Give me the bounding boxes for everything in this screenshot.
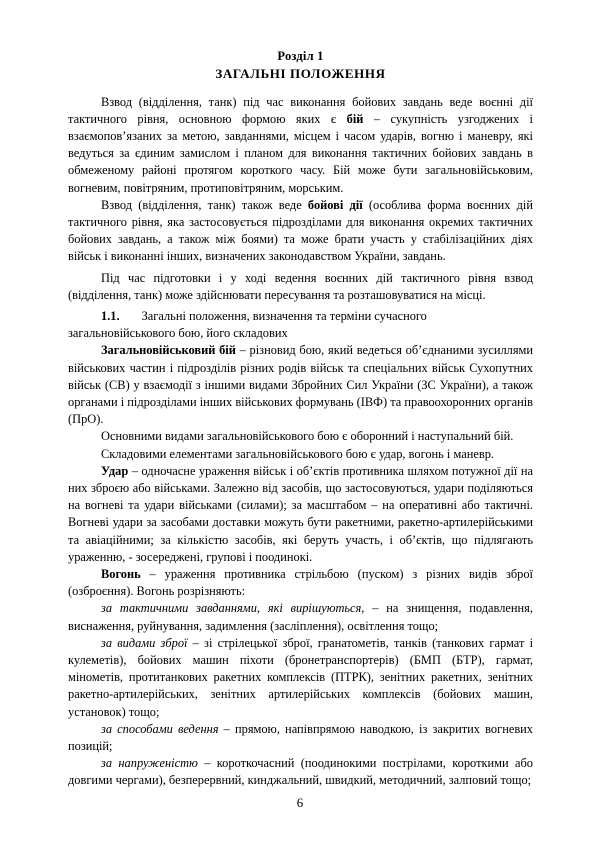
term-vogon: Вогонь xyxy=(101,566,141,581)
item2-text: – зі стрілецької зброї, гранатометів, танків (танкових гармат і кулеметів), бойових машин піхоти (бронетранспортерів) (БМП (БТР), гармат, мінометів, протитанкових ракетних комплексів (ПТРК), зенітних ракетних, зенітних ракетно-артилерійських, зенітних артилерійських комплексів (бойових машин, установок) тощо; xyxy=(68,635,534,719)
chapter-title: ЗАГАЛЬНІ ПОЛОЖЕННЯ xyxy=(215,65,386,81)
section-title-line-1: Загальні положення, визначення та терміни сучасного xyxy=(141,308,427,323)
item1-italic-label: за тактичними завданнями, які вирішуються xyxy=(101,601,362,616)
paragraph-vogon xyxy=(68,566,533,600)
section-title-continuation: загальновійськового бою, його складових xyxy=(68,326,288,341)
p2-text-before-bold: Взвод (відділення, танк) також веде xyxy=(101,197,308,212)
term-udar: Удар xyxy=(101,463,129,478)
section-number: 1.1. xyxy=(101,308,120,323)
paragraph-pidgotovka: Під час підготовки і у ході ведення воєнних дій тактичного рівня взвод (відділення, танк) може здійснювати пересування та розташовуватися на місці. xyxy=(68,270,533,302)
paragraph-osnovni-vydy: Основними видами загальновійськового бою є оборонний і наступальний бій. xyxy=(101,429,514,444)
page-number: 6 xyxy=(296,796,304,810)
list-item-taktychni-zavdannya xyxy=(68,600,533,634)
list-item-vydy-zbroi xyxy=(68,635,533,721)
term-biy: бій xyxy=(346,111,364,126)
item2-italic-label: за видами зброї xyxy=(101,635,188,650)
chapter-label: Розділ 1 xyxy=(277,49,324,63)
item3-italic-label: за способами ведення xyxy=(101,721,219,736)
item4-italic-label: за напруженістю xyxy=(101,756,198,771)
p1-text-after-bold: – сукупність узгоджених і взаємопов’язаних за метою, завданнями, місцем і часом ударів, вогню і маневру, які ведуться за єдиним замислом і планом для виконання тактичних бойових завдань в обмеженому районі протягом короткого часу. Бій може бути загальновійськовим, вогневим, повітряним, протиповітряним, морським. xyxy=(68,111,533,195)
p7-text: – одночасне ураження військ і об’єктів противника шляхом потужної дії на них зброєю або військами. Залежно від засобів, що застосовуються, удари поділяються на вогневі та удари військами (силами); за масштабом – на оперативні або тактичні. Вогневі удари за засобами доставки можуть бути ракетними, ракетно-артилерійськими та авіаційними; за кількістю засобів, які беруть участь, і об’єктів, що підлягають ураженню, - зосереджені, групові і поодинокі. xyxy=(68,463,533,564)
paragraph-boyovi-dii xyxy=(68,197,533,266)
list-item-sposoby-vedennya xyxy=(68,721,533,755)
p4-text: – різновид бою, який ведеться об’єднаними зусиллями військових частин і підрозділів різних родів військ та спеціальних військ Сухопутних військ (СВ) у взаємодії з іншими видами Збройних Сил України (ЗС України), а також органами і підрозділами інших військових формувань (ІВФ) та правоохоронних органів (ПрО). xyxy=(68,343,533,427)
page-content xyxy=(68,48,533,790)
chapter-heading xyxy=(68,48,533,82)
p8-text: – ураження противника стрільбою (пуском) з різних видів зброї (озброєння). Вогонь розрізняють: xyxy=(68,566,533,599)
section-heading-1-1 xyxy=(68,308,533,325)
paragraph-skladovi-elementy: Складовими елементами загальновійськового бою є удар, вогонь і маневр. xyxy=(101,446,494,461)
p1-text-before-bold: Взвод (відділення, танк) під час виконання бойових завдань веде воєнні дії тактичного рівня, основною формою яких є xyxy=(68,94,533,126)
item1-text: , – на знищення, подавлення, виснаження, руйнування, задимлення (засліплення), освітлення тощо; xyxy=(68,601,533,633)
item3-text: – прямою, напівпрямою наводкою, із закритих вогневих позицій; xyxy=(68,721,533,754)
term-zagalnoviyskovyi-biy: Загальновійськовий бій xyxy=(101,343,236,358)
paragraph-zagalnoviyskovyi-biy xyxy=(68,342,533,428)
term-boyovi-dii: бойові дії xyxy=(307,197,363,212)
p2-text-after-bold: (особлива форма воєнних дій тактичного рівня, яка застосовується підрозділами для виконання окремих тактичних бойових завдань, а також між боями) та може брати участь у стабілізаційних діях військ і виконанні інших, визначених законодавством України, завдань. xyxy=(68,197,533,264)
item4-text: – короткочасний (поодинокими пострілами, короткими або довгими чергами), безперервний, кинджальний, швидкий, методичний, залповий тощо; xyxy=(68,756,533,788)
paragraph-voennidii xyxy=(68,94,533,197)
paragraph-udar xyxy=(68,463,533,566)
list-item-napruzhenist xyxy=(68,755,533,789)
